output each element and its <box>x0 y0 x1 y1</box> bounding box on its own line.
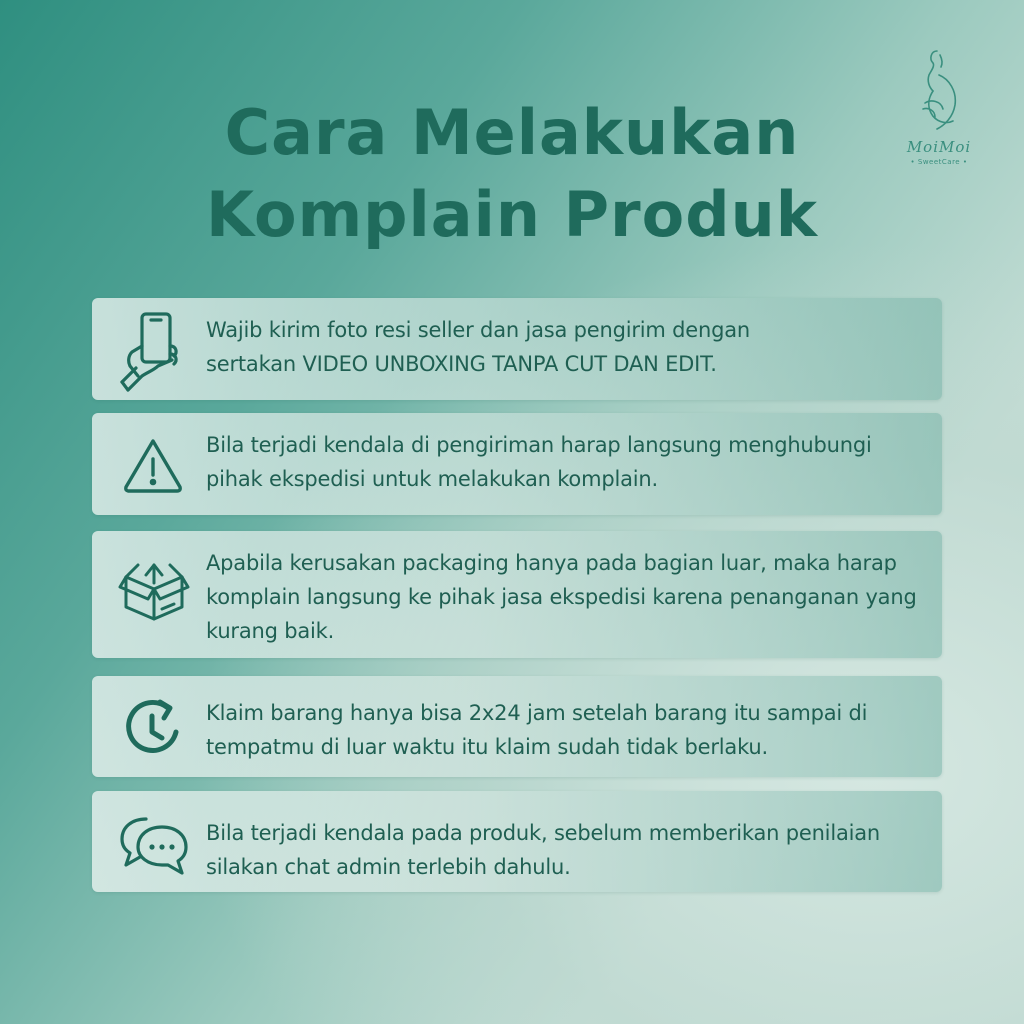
step-text <box>206 696 930 764</box>
step-line: Bila terjadi kendala di pengiriman harap langsung menghubungi <box>206 433 872 457</box>
step-line: komplain langsung ke pihak jasa ekspedisi karena penanganan yang <box>206 585 917 609</box>
step-line: sertakan VIDEO UNBOXING TANPA CUT DAN EDIT. <box>206 352 717 376</box>
step-line: Klaim barang hanya bisa 2x24 jam setelah barang itu sampai di <box>206 701 868 725</box>
chat-icon <box>118 807 188 877</box>
step-text <box>206 428 930 496</box>
title-line-2: Komplain Produk <box>206 178 818 251</box>
logo-subtitle: • SweetCare • <box>910 158 968 166</box>
clock-icon <box>118 692 188 762</box>
step-line: Wajib kirim foto resi seller dan jasa pengirim dengan <box>206 318 751 342</box>
step-card-shipping <box>92 413 942 515</box>
step-card-unboxing <box>92 298 942 400</box>
step-line: Bila terjadi kendala pada produk, sebelum memberikan penilaian <box>206 821 881 845</box>
step-line: Apabila kerusakan packaging hanya pada bagian luar, maka harap <box>206 551 897 575</box>
warning-icon <box>118 431 188 501</box>
step-text <box>206 313 930 381</box>
mother-silhouette-icon <box>909 45 969 140</box>
hand-phone-icon <box>118 312 188 382</box>
logo-name: MoiMoi <box>906 138 972 156</box>
step-card-chat <box>92 791 942 892</box>
brand-logo <box>894 45 984 195</box>
title-line-1: Cara Melakukan <box>224 96 800 169</box>
box-icon <box>118 551 188 621</box>
page-title <box>0 92 1024 256</box>
step-line: kurang baik. <box>206 619 335 643</box>
step-card-packaging <box>92 531 942 658</box>
step-card-claim <box>92 676 942 777</box>
step-text <box>206 546 930 648</box>
step-line: silakan chat admin terlebih dahulu. <box>206 855 571 879</box>
step-line: tempatmu di luar waktu itu klaim sudah tidak berlaku. <box>206 735 768 759</box>
step-text <box>206 816 930 884</box>
step-line: pihak ekspedisi untuk melakukan komplain. <box>206 467 658 491</box>
